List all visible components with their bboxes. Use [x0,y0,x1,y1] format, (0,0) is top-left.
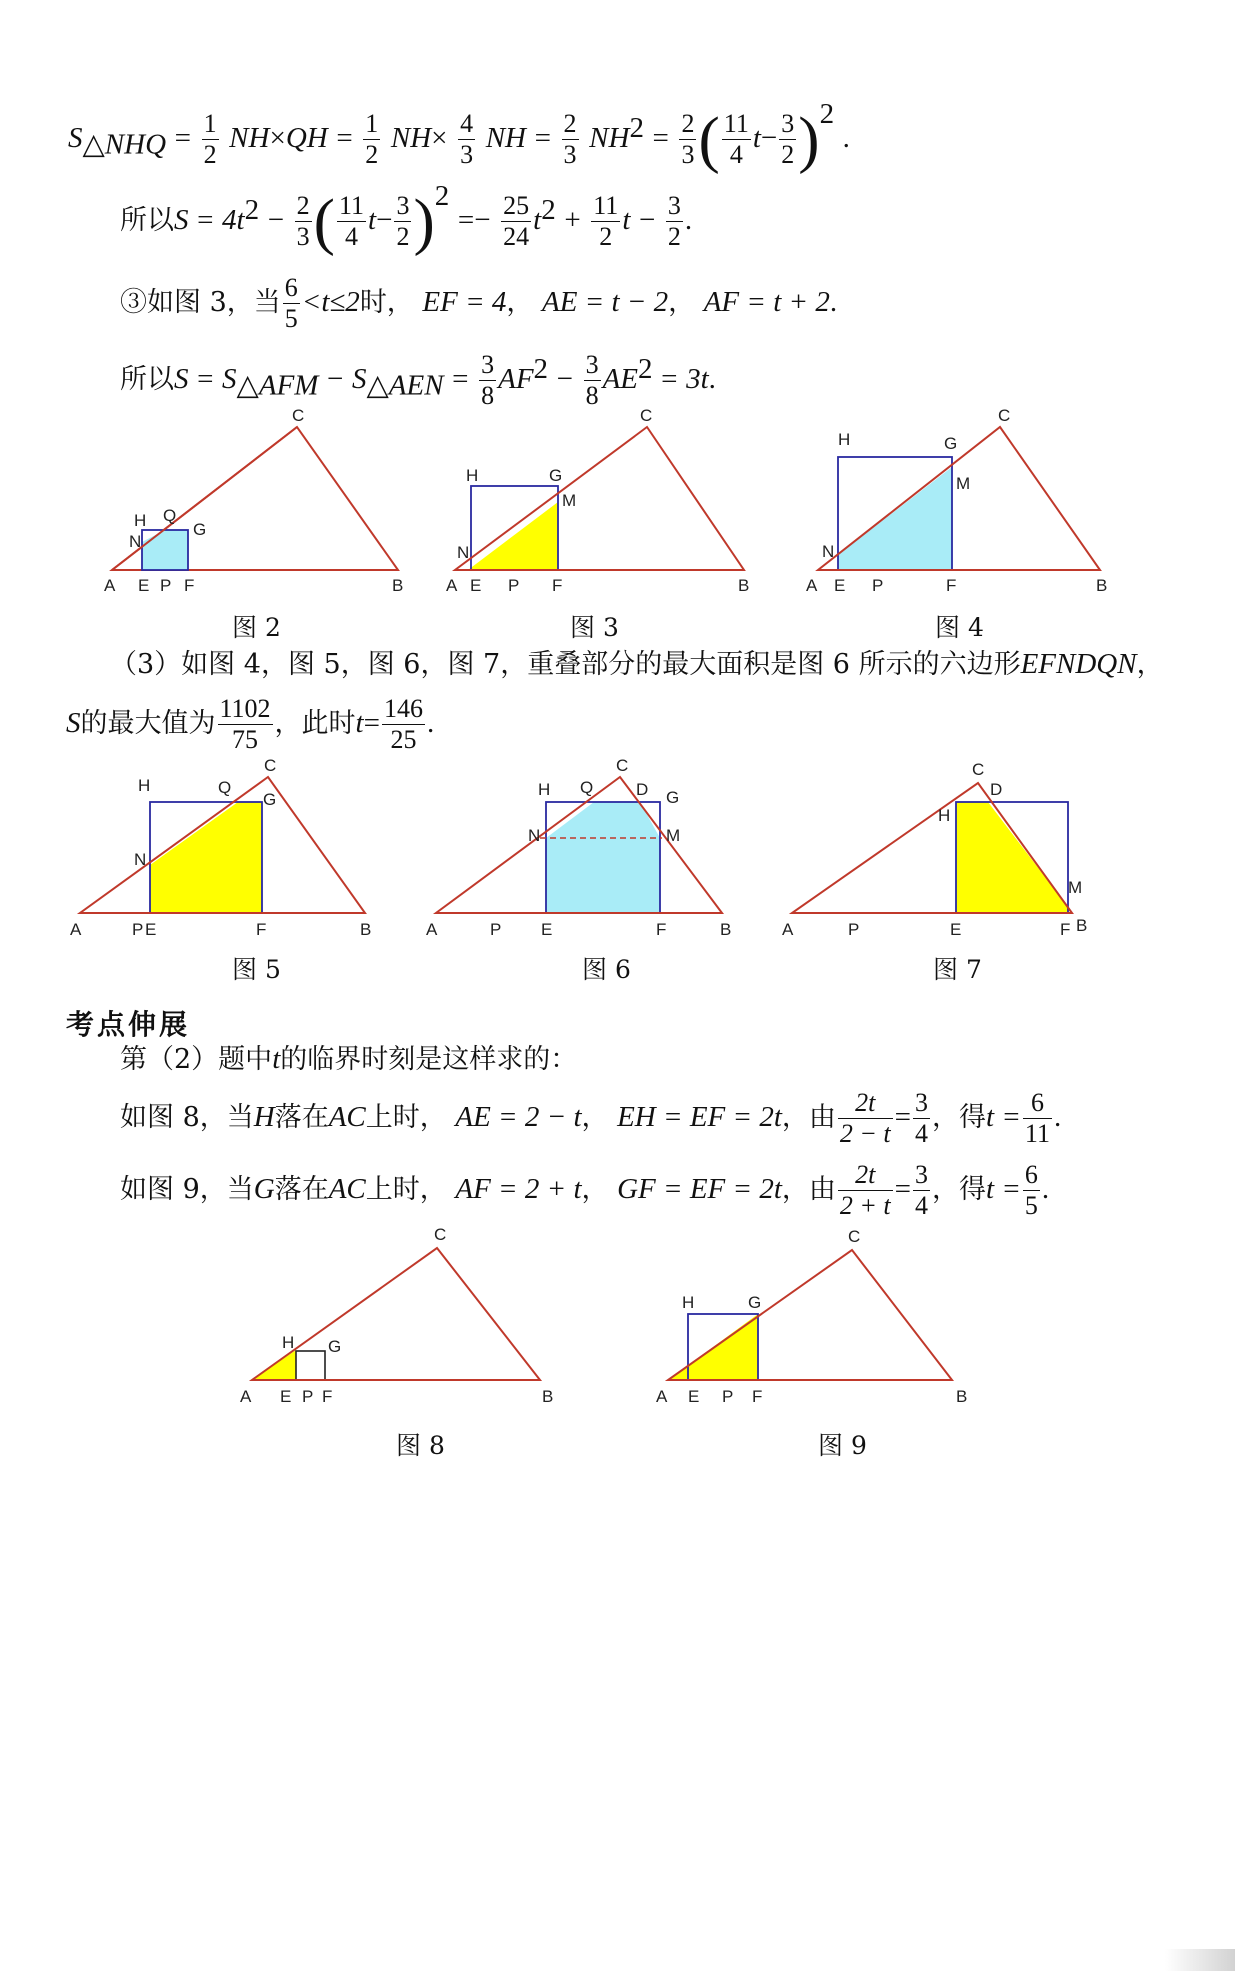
label-b: B [360,920,372,939]
figure-4 [806,406,1107,595]
label-g: G [549,466,563,485]
label-b: B [720,920,732,939]
label-b: B [542,1387,554,1406]
extension-intro: 第（2）题中t的临界时刻是这样求的： [120,1043,578,1075]
label-e: E [834,576,846,595]
caption-fig-5: 图 5 [232,955,281,984]
square-efgh [296,1351,325,1380]
label-h: H [134,511,147,530]
label-b: B [738,576,750,595]
figure-2 [104,406,403,595]
label-p: P [132,920,144,939]
label-g: G [666,788,680,807]
label-g: G [328,1337,342,1356]
label-g: G [748,1293,762,1312]
label-c: C [616,756,629,775]
label-e: E [950,920,962,939]
figure-8 [240,1225,553,1406]
label-p: P [160,576,172,595]
label-a: A [240,1387,252,1406]
label-e: E [688,1387,700,1406]
label-n: N [457,543,470,562]
label-f: F [256,920,267,939]
label-e: E [280,1387,292,1406]
label-e: E [138,576,150,595]
label-d: D [636,780,649,799]
label-a: A [104,576,116,595]
label-g: G [944,434,958,453]
label-c: C [434,1225,447,1244]
label-h: H [838,430,851,449]
label-n: N [134,850,147,869]
scroll-hint [1165,1949,1235,1971]
part3-line-2: S的最大值为 $\frac{1102}{75}$ ，此时t= $\frac{146}{25}$ . [66,694,435,754]
label-a: A [446,576,458,595]
figure-row-3 [0,1220,1235,1420]
label-p: P [848,920,860,939]
figure-6 [426,756,731,939]
figure-9 [656,1227,967,1406]
label-b: B [956,1387,968,1406]
label-m: M [1068,878,1083,897]
label-p: P [722,1387,734,1406]
caption-fig-3: 图 3 [570,613,619,642]
label-f: F [322,1387,333,1406]
label-a: A [426,920,438,939]
label-p: P [508,576,520,595]
label-e: E [470,576,482,595]
label-f: F [1060,920,1071,939]
label-q: Q [580,778,594,797]
label-f: F [752,1387,763,1406]
label-f: F [656,920,667,939]
figure-3 [446,406,749,595]
label-a: A [806,576,818,595]
case-3-condition: ③如图 3，当 $\frac{6}{5}$ <t≤2时， EF = 4， AE = t − 2， AF = t + 2. [120,273,838,333]
cyan-quad [838,467,952,570]
label-p: P [872,576,884,595]
case-fig-9: 如图 9，当G落在AC上时， AF = 2 + t， GF = EF = 2t，由 $\frac{2t}{2 + t}$ = $\frac{3}{4}$ ，得t = $\frac{6}{5}$ . [120,1160,1050,1220]
figure-row-2 [0,755,1235,955]
label-m: M [562,491,577,510]
formula-area-nhq: $S_{\triangle NHQ}$ = $\frac{1}{2}$ NH×QH = $\frac{1}{2}$ NH× $\frac{4}{3}$ NH = $\frac{2}{3}$ $NH^2$ = $\frac{2}{3}$ ( $\frac{11}{4}$ t− $\frac{3}{2}$ )$^2$ . [68,98,850,175]
label-n: N [528,826,541,845]
label-p: P [490,920,502,939]
label-f: F [184,576,195,595]
caption-fig-8: 图 8 [396,1431,445,1460]
label-b: B [1096,576,1108,595]
formula-s-linear: 所以$S = S_{\triangle AFM} - S_{\triangle AEN}$ = $\frac{3}{8}$ $AF^2$ − $\frac{3}{8}$ $AE^2 = 3t$. [120,350,716,410]
caption-fig-6: 图 6 [582,955,631,984]
caption-fig-9: 图 9 [818,1431,867,1460]
caption-fig-2: 图 2 [232,613,281,642]
label-c: C [998,406,1011,425]
section-heading: 考点伸展 [66,1008,191,1041]
label-h: H [466,466,479,485]
label-m: M [666,826,681,845]
label-h: H [282,1333,295,1352]
formula-s-quadratic: 所以$S = 4t^2$ − $\frac{2}{3}$ ( $\frac{11}{4}$ t− $\frac{3}{2}$ )$^2$ =− $\frac{25}{24}$ $t^2$ + $\frac{11}{2}$ t − $\frac{3}{2}$ . [120,180,693,257]
label-q: Q [163,506,177,525]
figure-7 [782,760,1087,939]
label-f: F [946,576,957,595]
label-h: H [682,1293,695,1312]
figure-row-1 [0,405,1235,625]
label-a: A [782,920,794,939]
label-g: G [193,520,207,539]
part3-line-1: （3）如图 4，图 5，图 6，图 7，重叠部分的最大面积是图 6 所示的六边形EFNDQN， [110,648,1164,680]
label-f: F [552,576,563,595]
label-h: H [138,776,151,795]
label-b: B [392,576,404,595]
case-fig-8: 如图 8，当H落在AC上时， AE = 2 − t， EH = EF = 2t，由 $\frac{2t}{2 - t}$ = $\frac{3}{4}$ ，得t = $\frac{6}{11}$ . [120,1088,1062,1148]
label-q: Q [218,778,232,797]
label-h: H [538,780,551,799]
label-d: D [990,780,1003,799]
label-m: M [956,474,971,493]
caption-fig-4: 图 4 [935,613,984,642]
label-c: C [848,1227,861,1246]
label-c: C [640,406,653,425]
label-e: E [541,920,553,939]
label-e: E [145,920,157,939]
label-n: N [822,542,835,561]
caption-fig-7: 图 7 [933,955,982,984]
figure-5 [70,756,371,939]
label-g: G [263,790,277,809]
label-a: A [70,920,82,939]
label-c: C [292,406,305,425]
yellow-triangle [468,502,558,570]
label-a: A [656,1387,668,1406]
label-h: H [938,806,951,825]
label-c: C [972,760,985,779]
label-c: C [264,756,277,775]
label-n: N [129,532,142,551]
yellow-region [956,802,1068,913]
label-p: P [302,1387,314,1406]
label-b: B [1076,916,1088,935]
yellow-region [150,802,262,913]
